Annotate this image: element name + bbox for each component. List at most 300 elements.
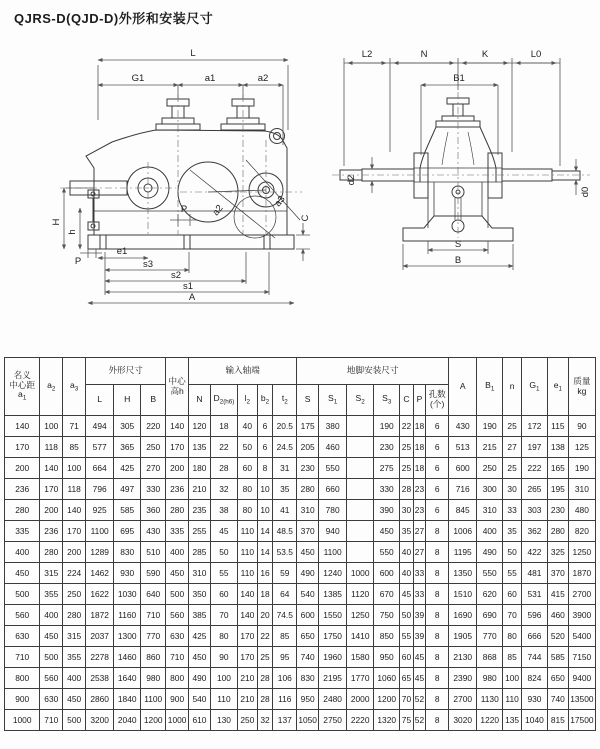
table-cell: 50 [400,605,414,626]
table-cell: 40 [400,563,414,584]
table-cell: 716 [449,479,477,500]
table-cell: 450 [374,521,400,542]
table-cell: 710 [5,647,40,668]
table-cell [347,479,374,500]
table-cell: 744 [521,647,547,668]
table-cell: 20.5 [273,416,297,437]
dimension-labels-side [346,49,591,266]
table-cell: 135 [189,437,211,458]
table-cell: 100 [503,668,522,689]
table-cell: 300 [477,479,503,500]
table-cell [347,542,374,563]
table-cell: 100 [63,458,86,479]
table-cell: 60 [210,584,237,605]
table-cell: 14 [257,521,273,542]
table-cell: 80 [210,626,237,647]
table-cell: 80 [237,500,257,521]
dim-G1: G1 [131,73,145,84]
table-cell: 205 [297,437,319,458]
table-cell: 35 [503,521,522,542]
table-cell: 52 [413,689,425,710]
table-cell: 59 [273,563,297,584]
table-cell: 170 [5,437,40,458]
table-cell: 110 [503,689,522,710]
table-cell: 494 [86,416,114,437]
table-cell: 350 [189,584,211,605]
dim-h: h [67,229,78,235]
table-row [5,479,596,500]
table-cell: 400 [5,542,40,563]
table-cell: 80 [503,626,522,647]
table-cell: 1580 [347,647,374,668]
table-cell: 110 [210,689,237,710]
table-cell: 7150 [568,647,595,668]
table-cell: 490 [189,668,211,689]
table-cell: 800 [5,668,40,689]
table-cell: 1050 [297,710,319,731]
table-cell: 71 [63,416,86,437]
table-cell: 45 [413,647,425,668]
table-cell: 710 [166,647,189,668]
table-cell: 95 [273,647,297,668]
table-cell: 55 [400,626,414,647]
dim-L0: L0 [530,49,542,60]
table-cell: 28 [400,479,414,500]
col-header-l2: $l_2$ [237,385,257,416]
table-cell: 1289 [86,542,114,563]
table-cell: 110 [237,521,257,542]
table-cell: 610 [189,710,211,731]
table-cell: 18 [210,416,237,437]
table-cell: 45 [413,668,425,689]
table-cell: 45 [210,521,237,542]
table-cell: 30 [503,479,522,500]
table-cell: 770 [141,626,166,647]
table-cell: 140 [237,584,257,605]
table-cell: 577 [86,437,114,458]
table-cell: 190 [374,416,400,437]
table-cell: 796 [86,479,114,500]
table-cell: 10 [257,479,273,500]
table-cell: 1410 [347,626,374,647]
table-cell: 1120 [347,584,374,605]
table-cell: 1220 [477,710,503,731]
table-cell: 39 [413,605,425,626]
col-header-a3: $a_3$ [63,358,86,416]
table-cell: 600 [297,605,319,626]
table-cell: 460 [547,605,568,626]
table-row [5,500,596,521]
col-header-S: S [297,385,319,416]
table-cell: 930 [521,689,547,710]
table-cell: 210 [237,668,257,689]
table-cell: 55 [503,563,522,584]
table-cell: 33 [413,584,425,605]
table-cell: 310 [189,563,211,584]
table-cell: 500 [166,584,189,605]
table-cell: 23 [413,500,425,521]
table-cell [347,437,374,458]
table-cell: 830 [114,542,141,563]
table-cell: 210 [189,479,211,500]
table-cell: 210 [237,689,257,710]
table-cell: 27 [503,437,522,458]
table-cell: 666 [521,626,547,647]
table-cell: 140 [5,416,40,437]
table-cell: 500 [40,647,63,668]
dim-d2: d2 [346,174,357,186]
table-cell: 824 [521,668,547,689]
table-cell: 140 [63,500,86,521]
table-row [5,542,596,563]
table-cell: 230 [547,500,568,521]
table-cell: 815 [547,710,568,731]
table-cell: 585 [114,500,141,521]
table-cell: 335 [166,521,189,542]
table-cell: 27 [413,542,425,563]
table-cell: 1000 [166,710,189,731]
col-header-N: N [189,385,211,416]
table-cell: 28 [257,689,273,710]
table-row [5,647,596,668]
table-cell: 385 [189,605,211,626]
table-cell: 280 [297,479,319,500]
table-cell: 540 [189,689,211,710]
table-cell: 650 [547,668,568,689]
table-cell: 710 [141,605,166,626]
col-header-a2: $a_2$ [40,358,63,416]
table-cell: 305 [114,416,141,437]
col-header-b2: $b_2$ [257,385,273,416]
table-cell: 1960 [319,647,347,668]
dim-s3: s3 [142,259,154,270]
col-header-mass: 质量 kg [568,358,595,416]
table-cell: 170 [237,626,257,647]
table-cell: 940 [319,521,347,542]
table-cell: 360 [141,500,166,521]
oil-gauge [88,190,99,230]
dim-N: N [420,49,428,60]
table-cell: 1840 [114,689,141,710]
table-cell: 664 [86,458,114,479]
table-cell: 64 [273,584,297,605]
dim-B: B [454,255,462,266]
table-cell: 180 [189,458,211,479]
table-cell: 830 [297,668,319,689]
table-cell: 513 [449,437,477,458]
dim-P-left: P [74,256,82,267]
table-cell: 2220 [347,710,374,731]
col-header-e1: $e_1$ [547,358,568,416]
table-cell: 600 [449,458,477,479]
table-cell: 275 [374,458,400,479]
table-cell: 450 [63,689,86,710]
table-cell: 1040 [521,710,547,731]
group-header-input-shaft: 输入轴端 [189,358,297,385]
table-cell: 370 [297,521,319,542]
table-cell: 1250 [347,605,374,626]
table-cell: 868 [477,647,503,668]
col-header-P: P [413,385,425,416]
table-cell: 531 [521,584,547,605]
table-cell: 85 [503,647,522,668]
dim-K: K [481,49,489,60]
table-cell: 25 [400,437,414,458]
table-cell: 1510 [449,584,477,605]
table-cell: 1060 [374,668,400,689]
table-cell: 330 [141,479,166,500]
table-cell: 250 [141,437,166,458]
group-header-foot-mounting: 地脚安装尺寸 [297,358,449,385]
table-cell: 315 [63,626,86,647]
table-cell: 820 [568,521,595,542]
table-cell: 135 [503,710,522,731]
table-cell: 355 [40,584,63,605]
table-cell: 710 [40,710,63,731]
table-cell: 8 [426,647,449,668]
table-cell: 1462 [86,563,114,584]
table-cell: 490 [477,542,503,563]
table-cell: 3900 [568,605,595,626]
table-cell: 118 [63,479,86,500]
col-header-S3: $S_3$ [374,385,400,416]
table-cell: 8 [426,626,449,647]
table-cell: 250 [237,710,257,731]
table-cell: 70 [400,689,414,710]
table-cell: 10 [257,500,273,521]
table-cell: 8 [426,584,449,605]
table-cell: 60 [237,458,257,479]
table-cell: 125 [568,437,595,458]
table-cell: 481 [521,563,547,584]
table-row [5,521,596,542]
table-cell: 60 [503,584,522,605]
table-cell: 6 [426,479,449,500]
table-cell: 17500 [568,710,595,731]
dim-e1: e1 [116,246,128,257]
table-cell: 490 [297,563,319,584]
table-cell: 118 [40,437,63,458]
table-cell: 33 [413,563,425,584]
table-cell: 1100 [86,521,114,542]
table-cell: 3020 [449,710,477,731]
col-header-S1: $S_1$ [319,385,347,416]
table-cell: 1690 [449,605,477,626]
table-cell: 28 [257,668,273,689]
table-cell: 215 [477,437,503,458]
table-cell: 224 [63,563,86,584]
table-cell: 500 [63,710,86,731]
table-cell: 925 [86,500,114,521]
table-cell: 850 [374,626,400,647]
dim-H: H [51,218,62,226]
table-cell: 50 [237,437,257,458]
table-cell: 400 [63,668,86,689]
table-cell: 270 [141,458,166,479]
table-cell: 335 [5,521,40,542]
table-cell: 236 [40,521,63,542]
col-header-n: n [503,358,522,416]
table-cell: 560 [40,668,63,689]
table-cell: 250 [63,584,86,605]
col-header-center-height: 中心 高h [166,358,189,416]
gearbox-housing-side [340,98,580,241]
table-cell: 1872 [86,605,114,626]
table-cell: 860 [141,647,166,668]
table-cell: 390 [374,500,400,521]
table-row [5,626,596,647]
table-cell: 39 [413,626,425,647]
table-cell: 310 [477,500,503,521]
table-cell: 235 [189,500,211,521]
table-cell: 265 [521,479,547,500]
table-cell: 32 [257,710,273,731]
table-cell: 8 [426,710,449,731]
table-cell: 20 [257,605,273,626]
table-cell: 140 [40,458,63,479]
table-cell: 165 [547,458,568,479]
table-cell: 1200 [141,710,166,731]
table-cell: 560 [5,605,40,626]
col-header-t2: $t_2$ [273,385,297,416]
table-cell: 280 [547,521,568,542]
table-cell: 740 [297,647,319,668]
table-cell: 930 [114,563,141,584]
table-cell: 2037 [86,626,114,647]
table-cell: 6 [257,416,273,437]
table-cell [347,521,374,542]
table-cell: 280 [166,500,189,521]
table-cell: 650 [297,626,319,647]
table-cell: 460 [319,437,347,458]
table-cell: 585 [547,647,568,668]
table-cell: 980 [141,668,166,689]
col-header-B: B [141,385,166,416]
table-cell: 900 [166,689,189,710]
table-cell: 1160 [114,605,141,626]
table-cell: 22 [210,437,237,458]
dim-diag-a3: a3 [272,193,288,210]
table-cell: 6 [426,437,449,458]
table-cell: 27 [413,521,425,542]
table-cell: 1100 [141,689,166,710]
col-header-D2: $D_{2(h6)}$ [210,385,237,416]
table-cell: 695 [114,521,141,542]
dim-a1: a1 [204,73,216,84]
table-cell: 1030 [114,584,141,605]
table-cell: 85 [273,626,297,647]
table-cell: 450 [40,626,63,647]
table-cell: 280 [40,542,63,563]
table-cell: 540 [297,584,319,605]
table-cell: 480 [568,500,595,521]
table-cell: 950 [297,689,319,710]
table-cell: 750 [374,605,400,626]
table-cell: 510 [141,542,166,563]
table-header [5,358,596,416]
dim-diag-a2: a2 [210,202,226,219]
table-cell: 1350 [449,563,477,584]
table-cell: 2278 [86,647,114,668]
table-cell: 75 [400,710,414,731]
table-cell: 190 [477,416,503,437]
table-cell: 13500 [568,689,595,710]
table-cell: 236 [5,479,40,500]
table-cell: 310 [568,479,595,500]
table-cell [347,500,374,521]
table-cell: 1240 [319,563,347,584]
table-row [5,605,596,626]
table-cell: 38 [210,500,237,521]
table-cell: 255 [189,521,211,542]
table-cell: 22 [400,416,414,437]
table-cell: 140 [166,416,189,437]
table-cell: 2000 [347,689,374,710]
table-cell: 590 [141,563,166,584]
table-cell: 280 [63,605,86,626]
table-cell: 90 [568,416,595,437]
table-cell: 596 [521,605,547,626]
table-cell: 2195 [319,668,347,689]
dim-B1: B1 [453,73,465,84]
table-cell: 450 [166,563,189,584]
table-cell: 6 [257,437,273,458]
dim-L: L [190,48,196,59]
table-cell: 190 [568,458,595,479]
dim-A: A [188,292,196,303]
table-cell: 1000 [347,563,374,584]
table-cell: 1550 [319,605,347,626]
table-cell: 450 [5,563,40,584]
table-cell: 690 [477,605,503,626]
table-row [5,689,596,710]
table-cell: 1000 [5,710,40,731]
table-cell: 45 [400,584,414,605]
table-cell: 630 [40,689,63,710]
table-cell: 2700 [568,584,595,605]
table-cell: 18 [257,584,273,605]
table-cell: 200 [166,458,189,479]
table-cell: 195 [547,479,568,500]
table-cell: 1385 [319,584,347,605]
table-cell: 115 [547,416,568,437]
table-cell: 630 [166,626,189,647]
table-cell: 1770 [347,668,374,689]
table-cell: 100 [40,416,63,437]
table-cell: 85 [63,437,86,458]
table-cell: 422 [521,542,547,563]
table-cell: 172 [521,416,547,437]
shaft-bores-front [127,162,283,238]
col-header-B1: $B_1$ [477,358,503,416]
table-cell: 25 [400,458,414,479]
table-cell: 60 [400,647,414,668]
table-cell: 50 [210,542,237,563]
col-header-S2: $S_2$ [347,385,374,416]
table-cell: 310 [297,500,319,521]
table-cell: 48.5 [273,521,297,542]
table-body [5,416,596,731]
col-header-L: L [86,385,114,416]
table-cell: 400 [477,521,503,542]
table-cell: 1130 [477,689,503,710]
table-row [5,458,596,479]
table-cell: 220 [141,416,166,437]
table-cell: 430 [449,416,477,437]
col-header-A: A [449,358,477,416]
table-cell: 1320 [374,710,400,731]
table-cell: 230 [374,437,400,458]
